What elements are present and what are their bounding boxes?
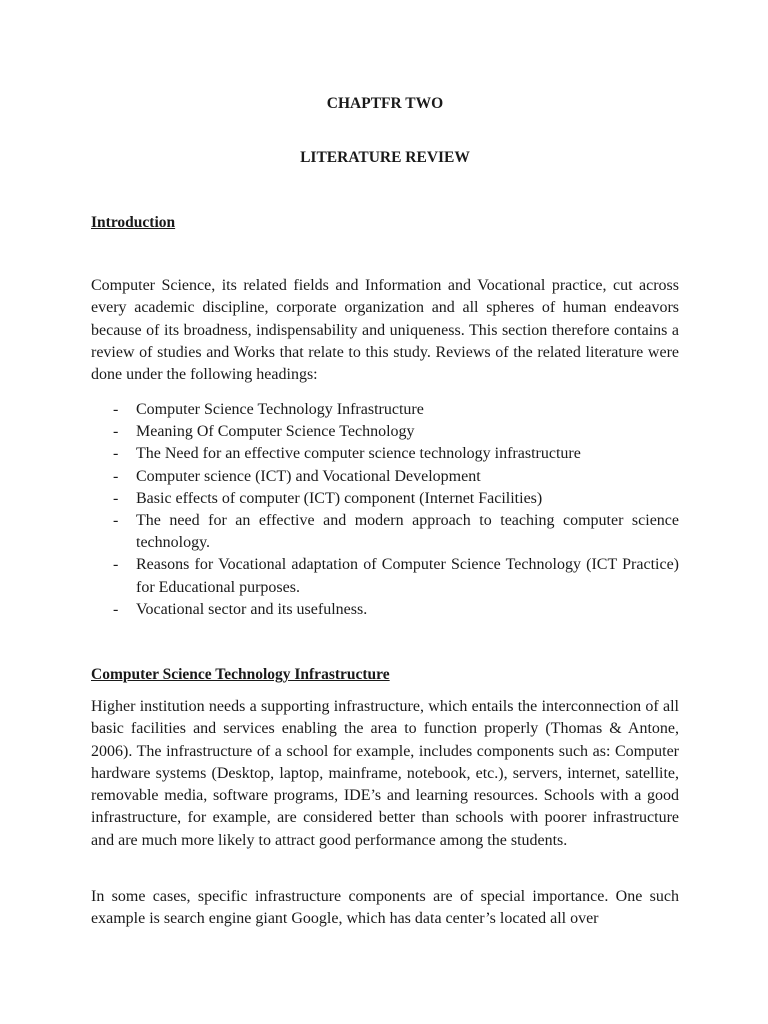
introduction-paragraph: Computer Science, its related fields and Information and Vocational practice, cut across every academic discipline, corporate organization and all spheres of human endeavors because of its broadness, indispensability and uniqueness. This section therefore contains a review of studies and Works that relate to this study. Reviews of the related literature were done under the following headings: xyxy=(91,277,679,384)
list-item-text: The Need for an effective computer science technology infrastructure xyxy=(136,445,581,463)
list-item xyxy=(91,599,679,621)
bullet-dash: - xyxy=(113,489,119,507)
bullet-dash: - xyxy=(113,512,119,530)
list-item-text: Computer Science Technology Infrastructure xyxy=(136,401,424,418)
list-item xyxy=(91,488,679,510)
introduction-heading: Introduction xyxy=(91,214,176,231)
list-item-text: Meaning Of Computer Science Technology xyxy=(136,423,415,441)
list-item xyxy=(91,466,679,488)
list-item-text: Computer science (ICT) and Vocational Development xyxy=(136,467,481,485)
bullet-dash: - xyxy=(113,556,119,574)
list-item xyxy=(91,443,679,465)
list-item xyxy=(91,421,679,443)
headings-list xyxy=(91,399,679,621)
bullet-dash: - xyxy=(113,600,119,618)
infrastructure-paragraph-2: In some cases, specific infrastructure components are of special importance. One such example is search engine giant Google, which has data center’s located all over xyxy=(91,888,679,928)
infrastructure-heading: Computer Science Technology Infrastructure xyxy=(91,666,390,683)
list-item-text: Vocational sector and its usefulness. xyxy=(136,600,368,618)
chapter-title: CHAPTFR TWO xyxy=(326,95,444,112)
list-item-text: The need for an effective and modern approach to teaching computer science technology. xyxy=(136,512,679,552)
bullet-dash: - xyxy=(113,423,119,441)
list-item xyxy=(91,554,679,598)
bullet-dash: - xyxy=(113,445,119,463)
bullet-dash: - xyxy=(113,401,119,418)
infrastructure-paragraph-1: Higher institution needs a supporting infrastructure, which entails the interconnection of all basic facilities and services enabling the area to function properly (Thomas & Antone, 2006). The infrastructure of a school for example, includes components such as: Computer hardware systems (Desktop, laptop, mainframe, notebook, etc.), servers, internet, satellite, removable media, software programs, IDE’s and learning resources. Schools with a good infrastructure, for example, are considered better than schools with poorer infrastructure and are much more likely to attract good performance among the students. xyxy=(91,698,679,849)
list-item-text: Reasons for Vocational adaptation of Computer Science Technology (ICT Practice) for Educational purposes. xyxy=(136,556,679,596)
section-title: LITERATURE REVIEW xyxy=(300,149,470,166)
list-item xyxy=(91,510,679,554)
bullet-dash: - xyxy=(113,467,119,485)
list-item xyxy=(91,399,679,421)
list-item-text: Basic effects of computer (ICT) component (Internet Facilities) xyxy=(136,489,543,507)
